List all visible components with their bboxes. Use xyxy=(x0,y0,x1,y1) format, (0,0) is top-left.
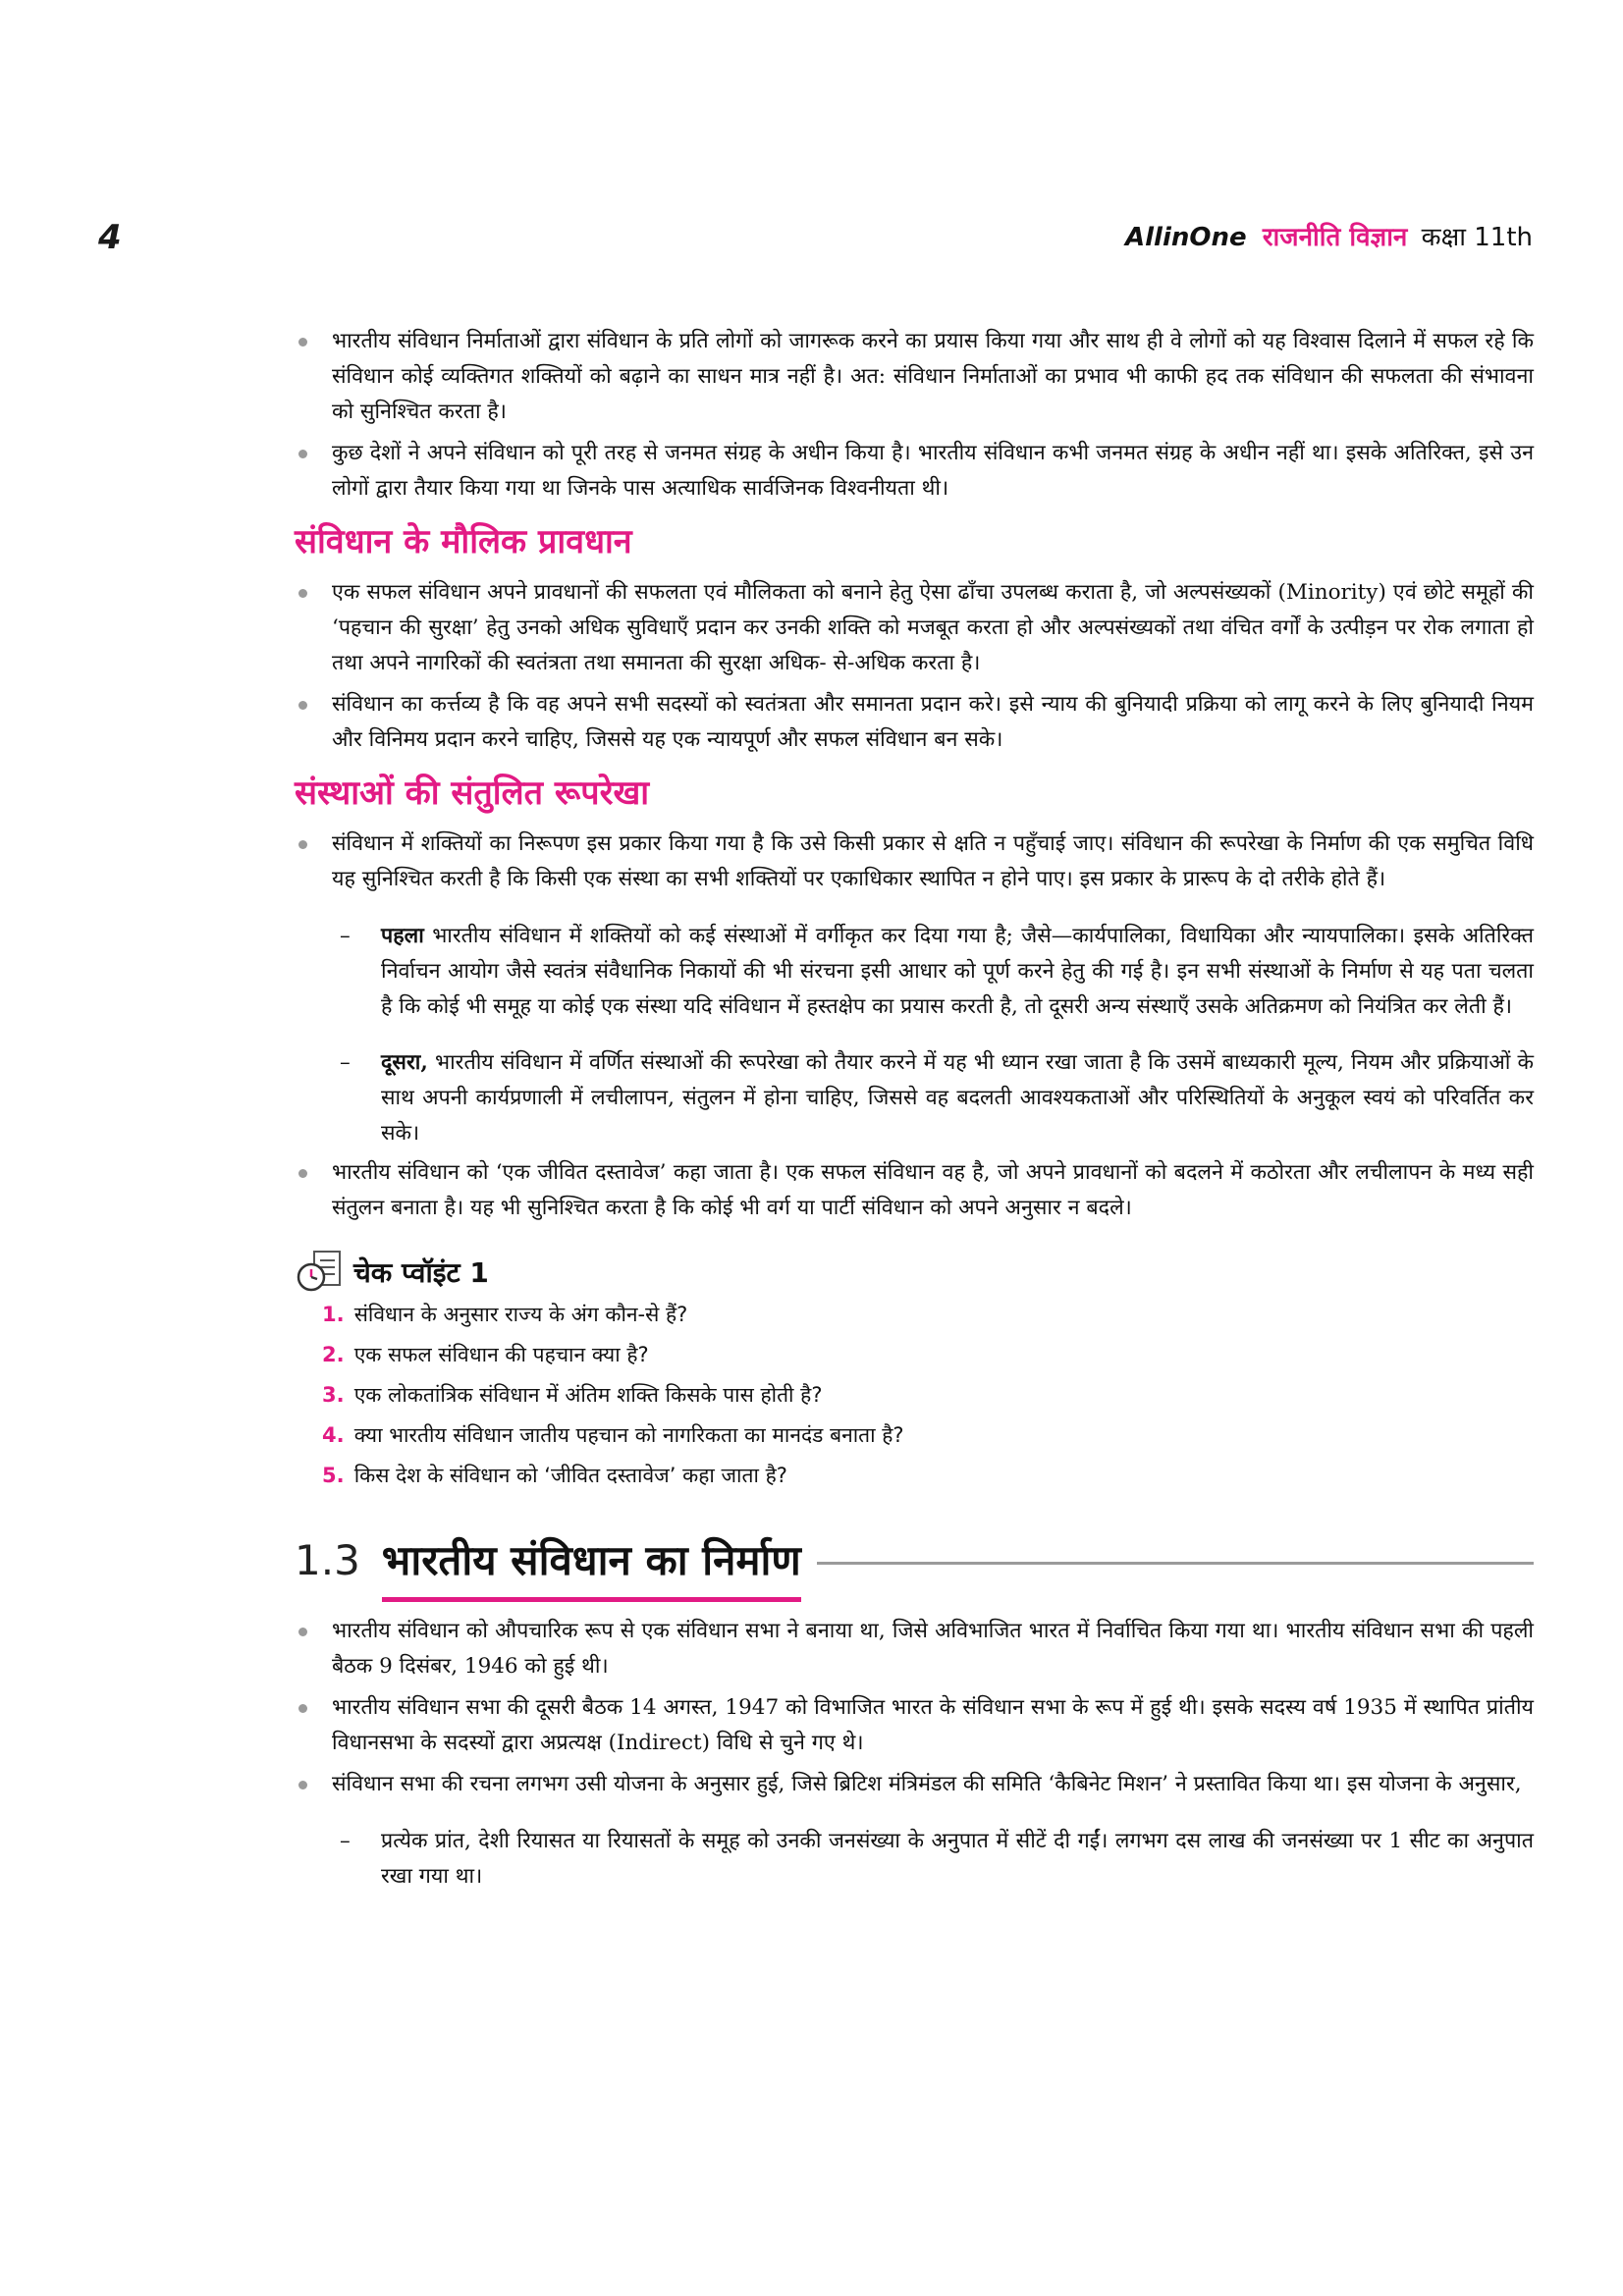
sub-item-first: – पहला भारतीय संविधान में शक्तियों को कई संस्थाओं में वर्गीकृत कर दिया गया है; जैसे—कार्यपालिका, विधायिका और न्यायपालिका। इसके अतिरिक्त निर्वाचन आयोग जैसे स्वतंत्र संवैधानिक निकायों की भी संरचना इसी आधार को पूर्ण करने हेतु की गई है। इन सभी संस्थाओं के निर्माण से यह पता चलता है कि कोई भी समूह या कोई एक संस्था यदि संविधान में हस्तक्षेप का प्रयास करती है, तो दूसरी अन्य संस्थाएँ उसके अतिक्रमण को नियंत्रित कर लेती हैं। xyxy=(340,923,1534,1019)
bullet-item xyxy=(295,1690,1534,1761)
sub-item-text: भारतीय संविधान में शक्तियों को कई संस्थाओं में वर्गीकृत कर दिया गया है; जैसे—कार्यपालिका, विधायिका और न्यायपालिका। इसके अतिरिक्त निर्वाचन आयोग जैसे स्वतंत्र संवैधानिक निकायों की भी संरचना इसी आधार को पूर्ण करने हेतु की गई है। इन सभी संस्थाओं के निर्माण से यह पता चलता है कि कोई भी समूह या कोई एक संस्था यदि संविधान में हस्तक्षेप का प्रयास करती है, तो दूसरी अन्य संस्थाएँ उसके अतिक्रमण को नियंत्रित कर लेती हैं। xyxy=(381,923,1534,1019)
subject-title: राजनीति विज्ञान xyxy=(1262,223,1408,252)
bullet-text: संविधान सभा की रचना लगभग उसी योजना के अनुसार हुई, जिसे ब्रिटिश मंत्रिमंडल की समिति ‘कैबिनेट मिशन’ ने प्रस्तावित किया था। इस योजना के अनुसार, xyxy=(332,1772,1522,1796)
sub-item-label: दूसरा, xyxy=(381,1050,428,1075)
bullet-item xyxy=(295,436,1534,507)
chapter-heading xyxy=(295,1535,1534,1586)
bullet-item xyxy=(295,575,1534,681)
sub-item-text: भारतीय संविधान में वर्णित संस्थाओं की रूपरेखा को तैयार करने में यह भी ध्यान रखा जाता है कि उसमें बाध्यकारी मूल्य, नियम और प्रक्रियाओं के साथ अपनी कार्यप्रणाली में लचीलापन, संतुलन में होना चाहिए, जिससे वह बदलती आवश्यकताओं और परिस्थितियों के अनुकूल स्वयं को परिवर्तित कर सके। xyxy=(381,1050,1534,1146)
bullet-dot-icon xyxy=(298,338,307,347)
bullet-dot-icon xyxy=(298,1704,307,1713)
bullet-item xyxy=(295,827,1534,897)
sub-item-second: – दूसरा, भारतीय संविधान में वर्णित संस्थाओं की रूपरेखा को तैयार करने में यह भी ध्यान रखा जाता है कि उसमें बाध्यकारी मूल्य, नियम और प्रक्रियाओं के साथ अपनी कार्यप्रणाली में लचीलापन, संतुलन में होना चाहिए, जिससे वह बदलती आवश्यकताओं और परिस्थितियों के अनुकूल स्वयं को परिवर्तित कर सके। xyxy=(340,1050,1534,1146)
bullet-text: कुछ देशों ने अपने संविधान को पूरी तरह से जनमत संग्रह के अधीन किया है। भारतीय संविधान कभी जनमत संग्रह के अधीन नहीं था। इसके अतिरिक्त, इसे उन लोगों द्वारा तैयार किया गया था जिनके पास अत्याधिक सार्वजिनक विश्वनीयता थी। xyxy=(332,441,1534,501)
question-item: 3. एक लोकतांत्रिक संविधान में अंतिम शक्ति किसके पास होती है? xyxy=(322,1383,823,1407)
brand-logo-text: AllinOne xyxy=(1125,223,1247,252)
bullet-text: एक सफल संविधान अपने प्रावधानों की सफलता एवं मौलिकता को बनाने हेतु ऐसा ढाँचा उपलब्ध कराता है, जो अल्पसंख्यकों (Minority) एवं छोटे समूहों की ‘पहचान की सुरक्षा’ हेतु उनको अधिक सुविधाएँ प्रदान कर उनकी शक्ति को मजबूत करता हो और अल्पसंख्यकों तथा वंचित वर्गों के उत्पीड़न पर रोक लगाता हो तथा अपने नागरिकों की स्वतंत्रता तथा समानता की सुरक्षा अधिक- से-अधिक करता है। xyxy=(332,580,1534,675)
question-item: 1. संविधान के अनुसार राज्य के अंग कौन-से हैं? xyxy=(322,1303,688,1326)
checkpoint-box xyxy=(295,1250,1534,1496)
section-heading-balanced-institutions: संस्थाओं की संतुलित रूपरेखा xyxy=(295,774,650,813)
bullet-text: संविधान में शक्तियों का निरूपण इस प्रकार किया गया है कि उसे किसी प्रकार से क्षति न पहुँचाई जाए। संविधान की रूपरेखा के निर्माण की एक समुचित विधि यह सुनिश्चित करती है कि किसी एक संस्था का सभी शक्तियों पर एकाधिकार स्थापित न होने पाए। इस प्रकार के प्रारूप के दो तरीके होते हैं। xyxy=(332,831,1534,891)
heading-rule xyxy=(817,1562,1534,1565)
bullet-dot-icon xyxy=(298,450,307,458)
page-number: 4 xyxy=(98,218,122,257)
bullet-text: भारतीय संविधान को ‘एक जीवित दस्तावेज’ कहा जाता है। एक सफल संविधान वह है, जो अपने प्रावधानों को बदलने में कठोरता और लचीलापन के मध्य सही संतुलन बनाता है। यह भी सुनिश्चित करता है कि कोई भी वर्ग या पार्टी संविधान को अपने अनुसार न बदले। xyxy=(332,1160,1534,1220)
bullet-dot-icon xyxy=(298,701,307,710)
bullet-dot-icon xyxy=(298,840,307,849)
running-head xyxy=(1125,218,1533,253)
bullet-dot-icon xyxy=(298,1781,307,1789)
bullet-text: भारतीय संविधान सभा की दूसरी बैठक 14 अगस्त, 1947 को विभाजित भारत के संविधान सभा के रूप में हुई थी। इसके सदस्य वर्ष 1935 में स्थापित प्रांतीय विधानसभा के सदस्यों द्वारा अप्रत्यक्ष (Indirect) विधि से चुने गए थे। xyxy=(332,1695,1534,1755)
sub-item-label: पहला xyxy=(381,923,424,948)
sub-item: – प्रत्येक प्रांत, देशी रियासत या रियासतों के समूह को उनकी जनसंख्या के अनुपात में सीटें दी गईं। लगभग दस लाख की जनसंख्या पर 1 सीट का अनुपात रखा गया था। xyxy=(340,1828,1534,1889)
clock-checklist-icon xyxy=(295,1250,344,1295)
sub-item-text: प्रत्येक प्रांत, देशी रियासत या रियासतों के समूह को उनकी जनसंख्या के अनुपात में सीटें दी गईं। लगभग दस लाख की जनसंख्या पर 1 सीट का अनुपात रखा गया था। xyxy=(381,1828,1534,1889)
bullet-item xyxy=(295,1767,1534,1802)
bullet-item xyxy=(295,1155,1534,1226)
bullet-text: भारतीय संविधान निर्माताओं द्वारा संविधान के प्रति लोगों को जागरूक करने का प्रयास किया गया और साथ ही वे लोगों को यह विश्वास दिलाने में सफल रहे कि संविधान कोई व्यक्तिगत शक्तियों को बढ़ाने का साधन मात्र नहीं है। अत: संविधान निर्माताओं का प्रभाव भी काफी हद तक संविधान की सफलता की संभावना को सुनिश्चित करता है। xyxy=(332,329,1534,424)
bullet-dot-icon xyxy=(298,589,307,598)
chapter-number: 1.3 xyxy=(295,1536,360,1584)
bullet-item xyxy=(295,687,1534,758)
checkpoint-header xyxy=(295,1250,1534,1295)
question-item: 2. एक सफल संविधान की पहचान क्या है? xyxy=(322,1343,649,1366)
bullet-text: संविधान का कर्त्तव्य है कि वह अपने सभी सदस्यों को स्वतंत्रता और समानता प्रदान करे। इसे न्याय की बुनियादी प्रक्रिया को लागू करने के लिए बुनियादी नियम और विनिमय प्रदान करने चाहिए, जिससे यह एक न्यायपूर्ण और सफल संविधान बन सके। xyxy=(332,692,1534,752)
bullet-item xyxy=(295,1614,1534,1684)
section-heading-fundamental-provisions: संविधान के मौलिक प्रावधान xyxy=(295,522,632,561)
class-label: कक्षा 11th xyxy=(1421,223,1533,252)
chapter-title: भारतीय संविधान का निर्माण xyxy=(381,1536,801,1584)
page-content xyxy=(295,324,1534,1898)
question-item: 5. किस देश के संविधान को ‘जीवित दस्तावेज’ कहा जाता है? xyxy=(322,1464,787,1487)
bullet-dot-icon xyxy=(298,1628,307,1636)
checkpoint-title: चेक प्वॉइंट 1 xyxy=(353,1256,489,1289)
question-item: 4. क्या भारतीय संविधान जातीय पहचान को नागरिकता का मानदंड बनाता है? xyxy=(322,1423,904,1447)
bullet-dot-icon xyxy=(298,1169,307,1178)
bullet-item xyxy=(295,324,1534,430)
bullet-text: भारतीय संविधान को औपचारिक रूप से एक संविधान सभा ने बनाया था, जिसे अविभाजित भारत में निर्वाचित किया गया था। भारतीय संविधान सभा की पहली बैठक 9 दिसंबर, 1946 को हुई थी। xyxy=(332,1619,1534,1679)
